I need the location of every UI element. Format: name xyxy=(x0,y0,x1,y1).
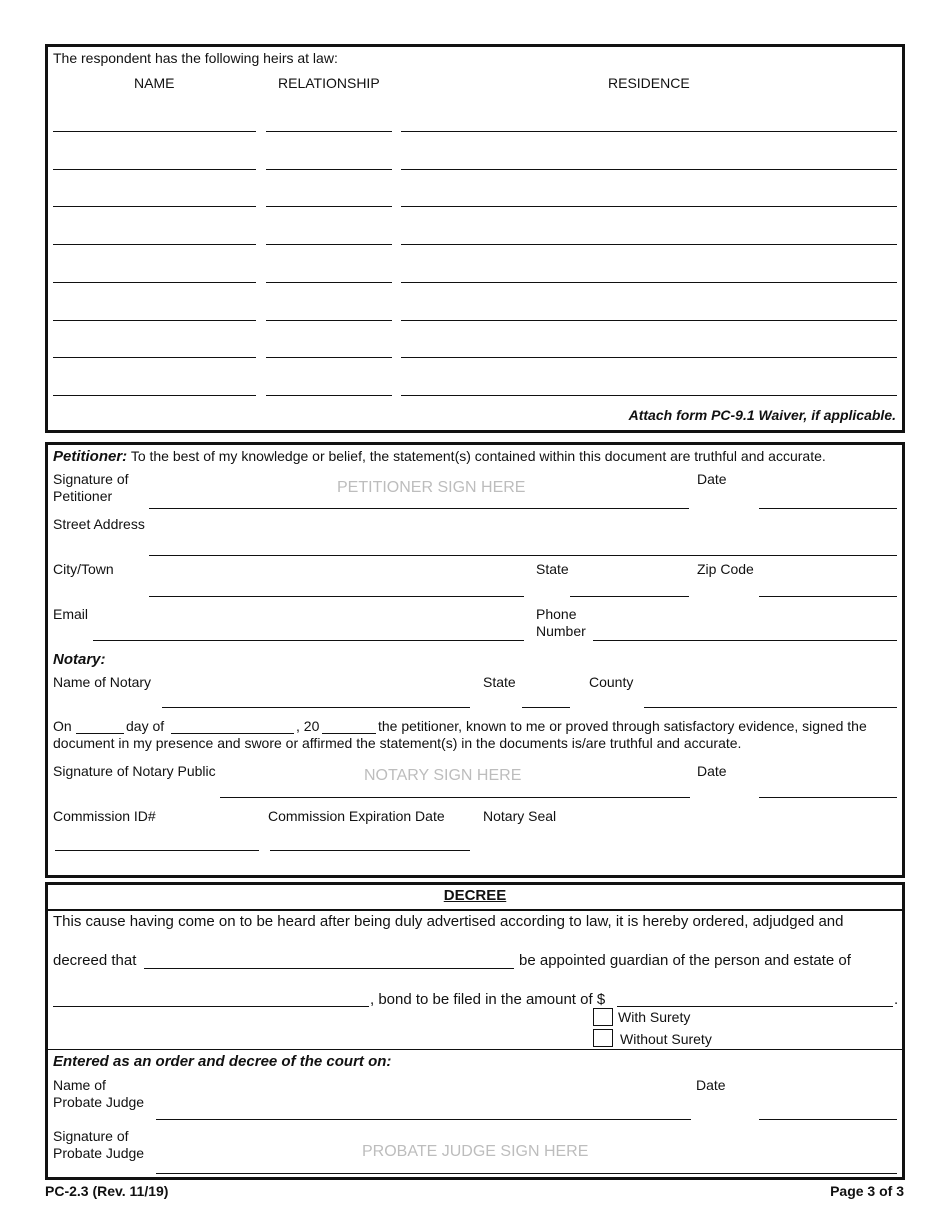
zip-label: Zip Code xyxy=(697,561,754,577)
col-relationship-header: RELATIONSHIP xyxy=(278,75,380,91)
oath-month-field[interactable] xyxy=(171,733,294,734)
email-field[interactable] xyxy=(93,640,524,641)
without-surety-label: Without Surety xyxy=(620,1031,712,1047)
notary-signature-field[interactable] xyxy=(220,797,690,798)
heir-name-field[interactable] xyxy=(53,206,256,207)
heir-residence-field[interactable] xyxy=(401,282,897,283)
heir-name-field[interactable] xyxy=(53,282,256,283)
judge-name-field[interactable] xyxy=(156,1119,691,1120)
heir-residence-field[interactable] xyxy=(401,169,897,170)
decree-title: DECREE xyxy=(443,887,507,904)
heir-relationship-field[interactable] xyxy=(266,169,392,170)
col-name-header: NAME xyxy=(134,75,175,91)
notary-county-field[interactable] xyxy=(644,707,897,708)
decree-title-divider xyxy=(47,909,903,911)
phone-field[interactable] xyxy=(593,640,897,641)
respondent-name-field[interactable] xyxy=(53,1006,369,1007)
street-address-label: Street Address xyxy=(53,516,145,532)
heir-name-field[interactable] xyxy=(53,395,256,396)
heir-residence-field[interactable] xyxy=(401,357,897,358)
with-surety-label: With Surety xyxy=(618,1009,691,1025)
judge-name-label: Name of Probate Judge xyxy=(53,1077,145,1110)
notary-state-field[interactable] xyxy=(522,707,570,708)
judge-signature-field[interactable] xyxy=(156,1173,897,1174)
heir-name-field[interactable] xyxy=(53,131,256,132)
judge-date-field[interactable] xyxy=(759,1119,897,1120)
commission-id-label: Commission ID# xyxy=(53,808,156,824)
oath-day-field[interactable] xyxy=(76,733,124,734)
zip-field[interactable] xyxy=(759,596,897,597)
notary-seal-label: Notary Seal xyxy=(483,808,557,824)
state-field[interactable] xyxy=(570,596,689,597)
petitioner-date-field[interactable] xyxy=(759,508,897,509)
heir-residence-field[interactable] xyxy=(401,320,897,321)
city-label: City/Town xyxy=(53,561,114,577)
petitioner-statement: To the best of my knowledge or belief, the statement(s) contained within this document are truthful and accurate. xyxy=(130,448,826,464)
decree-entered-divider xyxy=(47,1049,903,1050)
form-id: PC-2.3 (Rev. 11/19) xyxy=(45,1183,169,1199)
street-address-field[interactable] xyxy=(149,555,897,556)
oath-text-2: document in my presence and swore or affirmed the statement(s) in the documents is/are truthful and accurate. xyxy=(53,735,742,751)
heir-name-field[interactable] xyxy=(53,169,256,170)
oath-on: On xyxy=(53,718,72,734)
oath-text-1: the petitioner, known to me or proved through satisfactory evidence, signed the xyxy=(378,718,867,734)
heirs-section xyxy=(45,44,905,433)
without-surety-checkbox[interactable] xyxy=(593,1029,613,1047)
notary-date-field[interactable] xyxy=(759,797,897,798)
phone-label: Phone Number xyxy=(536,606,586,639)
heir-relationship-field[interactable] xyxy=(266,395,392,396)
heir-relationship-field[interactable] xyxy=(266,357,392,358)
commission-exp-field[interactable] xyxy=(270,850,470,851)
heir-residence-field[interactable] xyxy=(401,395,897,396)
heir-name-field[interactable] xyxy=(53,320,256,321)
heir-relationship-field[interactable] xyxy=(266,206,392,207)
heir-name-field[interactable] xyxy=(53,244,256,245)
appointed-text: be appointed guardian of the person and estate of xyxy=(519,952,851,969)
judge-date-label: Date xyxy=(696,1077,726,1093)
judge-sign-placeholder: PROBATE JUDGE SIGN HERE xyxy=(362,1143,589,1160)
petitioner-date-label: Date xyxy=(697,471,727,487)
petitioner-sign-placeholder: PETITIONER SIGN HERE xyxy=(337,479,526,496)
notary-name-label: Name of Notary xyxy=(53,674,152,690)
notary-name-field[interactable] xyxy=(162,707,470,708)
page-number: Page 3 of 3 xyxy=(830,1183,904,1199)
notary-sign-placeholder: NOTARY SIGN HERE xyxy=(364,767,522,784)
oath-day-of: day of xyxy=(126,718,165,734)
heir-residence-field[interactable] xyxy=(401,244,897,245)
heirs-intro: The respondent has the following heirs at law: xyxy=(53,50,338,66)
petitioner-statement-line xyxy=(53,448,826,465)
bond-amount-field[interactable] xyxy=(617,1006,893,1007)
heir-relationship-field[interactable] xyxy=(266,131,392,132)
decree-line-1: This cause having come on to be heard after being duly advertised according to law, it is hereby ordered, adjudged and xyxy=(53,913,844,930)
email-label: Email xyxy=(53,606,89,622)
petitioner-signature-field[interactable] xyxy=(149,508,689,509)
notary-signature-label: Signature of Notary Public xyxy=(53,763,216,779)
heir-relationship-field[interactable] xyxy=(266,320,392,321)
heir-residence-field[interactable] xyxy=(401,131,897,132)
city-field[interactable] xyxy=(149,596,524,597)
petitioner-heading: Petitioner: xyxy=(53,448,128,465)
notary-county-label: County xyxy=(589,674,634,690)
heir-relationship-field[interactable] xyxy=(266,282,392,283)
notary-heading: Notary: xyxy=(53,651,106,668)
guardian-name-field[interactable] xyxy=(144,968,514,969)
with-surety-checkbox[interactable] xyxy=(593,1008,613,1026)
heir-relationship-field[interactable] xyxy=(266,244,392,245)
col-residence-header: RESIDENCE xyxy=(608,75,690,91)
commission-exp-label: Commission Expiration Date xyxy=(268,808,445,824)
heir-name-field[interactable] xyxy=(53,357,256,358)
bond-period: . xyxy=(894,991,899,1008)
commission-id-field[interactable] xyxy=(55,850,259,851)
state-label: State xyxy=(536,561,569,577)
decreed-that: decreed that xyxy=(53,952,137,969)
notary-state-label: State xyxy=(483,674,516,690)
attach-note: Attach form PC-9.1 Waiver, if applicable. xyxy=(628,407,896,423)
oath-year-prefix: , 20 xyxy=(296,718,320,734)
judge-signature-label: Signature of Probate Judge xyxy=(53,1128,145,1161)
bond-text: , bond to be filed in the amount of $ xyxy=(370,991,606,1008)
petitioner-signature-label: Signature of Petitioner xyxy=(53,471,129,504)
entered-text: Entered as an order and decree of the court on: xyxy=(53,1053,392,1070)
oath-year-field[interactable] xyxy=(322,733,376,734)
notary-date-label: Date xyxy=(697,763,727,779)
heir-residence-field[interactable] xyxy=(401,206,897,207)
